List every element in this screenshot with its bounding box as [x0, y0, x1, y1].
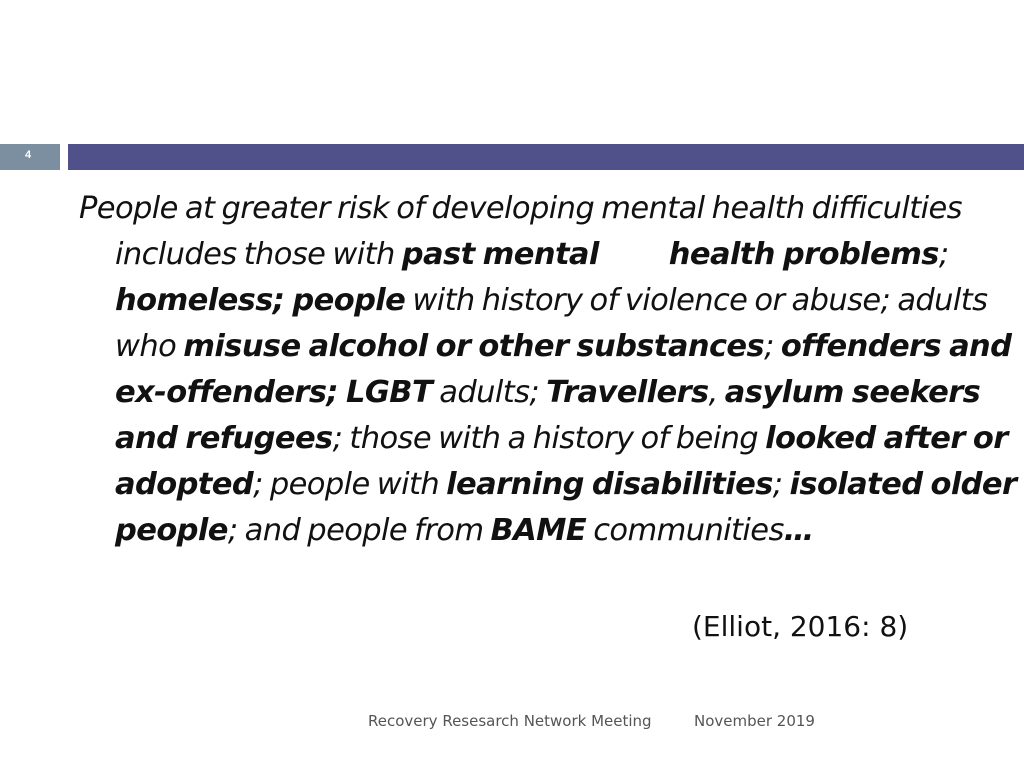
- quote-bold-4: misuse alcohol or other substances: [183, 329, 765, 364]
- quote-text-1: People at greater risk of developing mental health difficulties includes those with: [79, 191, 962, 272]
- title-bar: [68, 144, 1024, 170]
- quote-bold-12: …: [783, 513, 814, 548]
- footer-date: November 2019: [694, 712, 815, 730]
- quote-bold-1: past mental: [401, 237, 599, 272]
- quote-bold-6: Travellers: [546, 375, 709, 410]
- quote-bold-5: offenders and ex-offenders; LGBT: [115, 329, 1012, 410]
- quote-bold-10: isolated older people: [115, 467, 1017, 548]
- citation: (Elliot, 2016: 8): [692, 610, 909, 643]
- quote-text-6: ,: [708, 375, 725, 410]
- quote-bold-9: learning disabilities: [446, 467, 773, 502]
- quote-text-4: ;: [764, 329, 781, 364]
- slide-number: 4: [0, 144, 60, 170]
- quote-bold-8: looked after or adopted: [115, 421, 1008, 502]
- quote-bold-2: health problems: [668, 237, 939, 272]
- quote-bold-7: asylum seekers and refugees: [115, 375, 981, 456]
- quote-text-5: adults;: [432, 375, 547, 410]
- quote-text-8: ; people with: [253, 467, 447, 502]
- quote-text-3: with history of violence or abuse; adults who: [115, 283, 988, 364]
- quote-bold-3: homeless; people: [115, 283, 406, 318]
- quote-text-7: ; those with a history of being: [332, 421, 766, 456]
- footer-meeting: Recovery Resesarch Network Meeting: [368, 712, 652, 730]
- quote-text-2: ;: [938, 237, 949, 272]
- quote-text-9: ;: [772, 467, 790, 502]
- quote-text-11: communities: [586, 513, 784, 548]
- quote-bold-11: BAME: [490, 513, 587, 548]
- quote-text: [79, 186, 1024, 554]
- quote-text-10: ; and people from: [227, 513, 491, 548]
